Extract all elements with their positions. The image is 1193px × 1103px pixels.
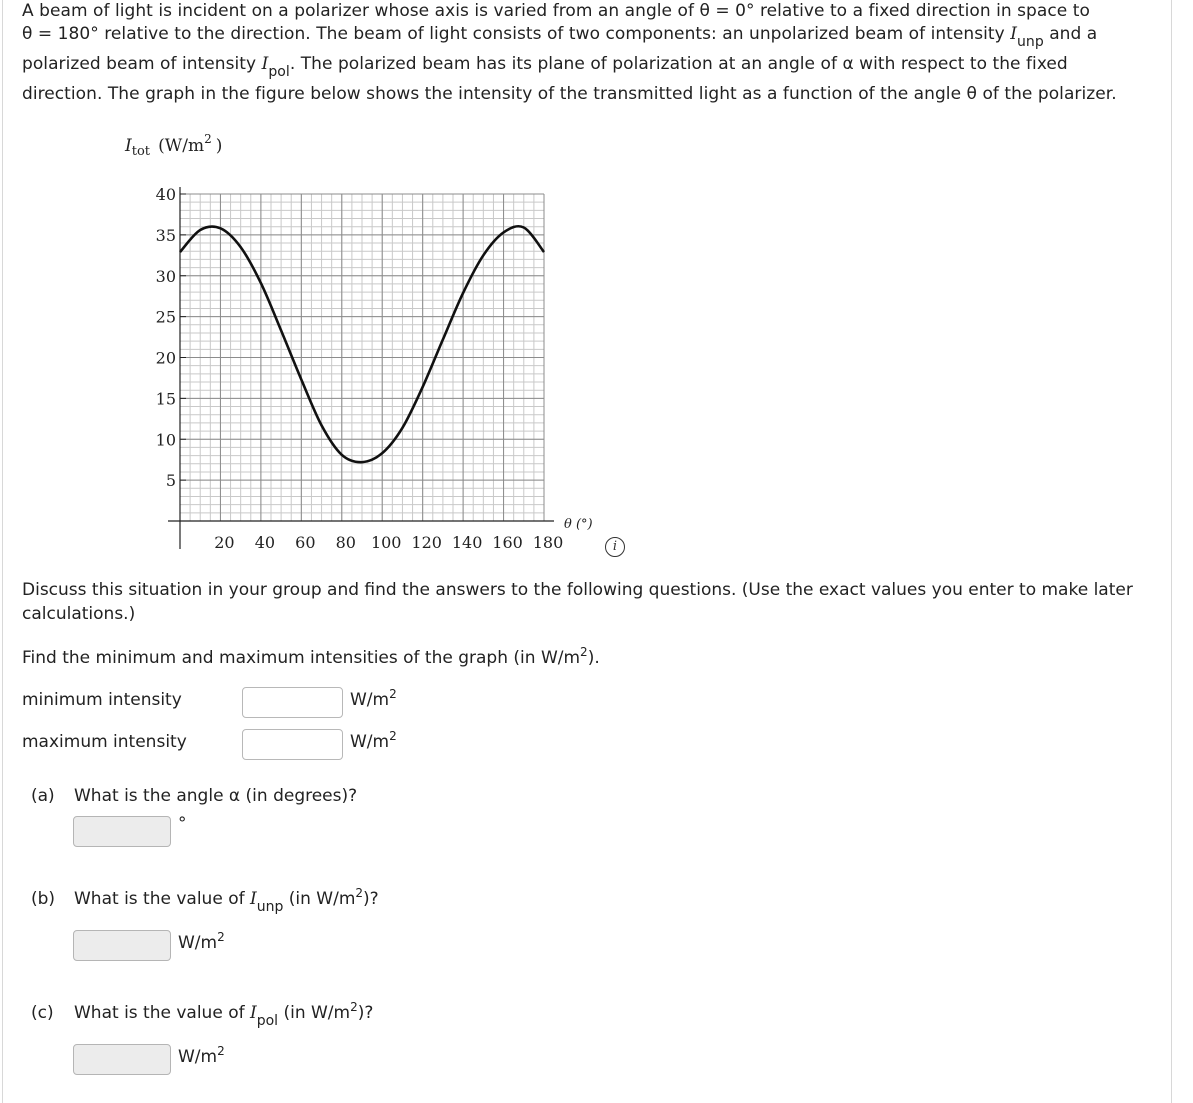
discuss-line-1: Discuss this situation in your group and find the answers to the following questions. (Use the exact values you enter to make later: [22, 580, 1133, 600]
problem-line-3: [22, 49, 1068, 79]
intensity-graph: [110, 125, 630, 565]
min-intensity-unit: [350, 687, 397, 710]
y-tick-label: 35: [155, 225, 176, 245]
subscript-unp: unp: [1016, 34, 1044, 50]
problem-line-2: [22, 19, 1097, 49]
unit-text: W/m: [350, 732, 390, 752]
part-c-q-unit: (in W/m: [278, 1003, 351, 1023]
discuss-line-2: calculations.): [22, 604, 136, 624]
problem-line-1: A beam of light is incident on a polarizer whose axis is varied from an angle of θ = 0° relative to a fixed direction in space to: [22, 1, 1090, 21]
x-tick-label: 20: [214, 533, 235, 552]
unit-text: W/m: [178, 933, 218, 953]
y-tick-label: 25: [155, 307, 176, 327]
find-instruction: [22, 645, 600, 668]
subscript-pol: pol: [268, 64, 290, 80]
find-text: Find the minimum and maximum intensities of the graph (in W/m: [22, 648, 581, 668]
info-icon[interactable]: i: [605, 537, 625, 557]
i-unp-input[interactable]: [73, 930, 171, 961]
problem-line-3-end: . The polarized beam has its plane of polarization at an angle of α with respect to the fixed: [289, 54, 1068, 74]
x-tick-label: 40: [254, 533, 276, 552]
min-intensity-input[interactable]: [242, 687, 343, 718]
part-b-unit: [178, 930, 225, 953]
y-tick-label: 40: [155, 185, 176, 204]
y-tick-label: 10: [155, 430, 176, 450]
x-tick-label: 120: [411, 533, 442, 552]
part-c-sub: pol: [256, 1013, 279, 1029]
chart-svg: [110, 125, 630, 565]
unit-sup: 2: [217, 930, 225, 944]
x-tick-label: 60: [295, 533, 316, 552]
y-tick-label: 20: [155, 348, 176, 368]
symbol-I-pol: I: [261, 54, 269, 74]
y-tick-label: 30: [155, 266, 176, 286]
problem-line-4: direction. The graph in the figure below shows the intensity of the transmitted light as a function of the angle θ of the polarizer.: [22, 84, 1117, 104]
y-tick-label: 15: [155, 389, 176, 409]
part-a-label: (a): [31, 786, 55, 806]
problem-line-2-text: θ = 180° relative to the direction. The beam of light consists of two components: an unpolarized beam of intensity: [22, 24, 1011, 44]
symbol-I-unp: I: [1010, 24, 1017, 44]
max-intensity-input[interactable]: [242, 729, 343, 760]
part-c-unit: [178, 1044, 225, 1067]
y-tick-label: 5: [165, 471, 176, 491]
part-c-question: [74, 1000, 374, 1029]
part-b-sup: 2: [355, 886, 364, 900]
part-a-question: What is the angle α (in degrees)?: [74, 786, 358, 806]
part-a-unit: °: [178, 814, 187, 834]
part-b-question: [74, 886, 379, 915]
x-tick-label: 100: [370, 533, 402, 552]
max-intensity-label: maximum intensity: [22, 732, 187, 752]
x-tick-label: 80: [335, 533, 356, 552]
unit-text: W/m: [178, 1047, 218, 1067]
x-axis-label: θ (°): [564, 517, 593, 532]
i-pol-input[interactable]: [73, 1044, 171, 1075]
problem-line-2-end: and a: [1043, 24, 1098, 44]
part-c-q-close: )?: [357, 1003, 374, 1023]
angle-alpha-input[interactable]: [73, 816, 171, 847]
part-c-sup: 2: [350, 1000, 358, 1014]
y-axis-label: $I_{tot}$ ($W/m^2$ ): [125, 132, 223, 159]
part-b-sub: unp: [256, 899, 284, 915]
x-tick-label: 180: [532, 533, 564, 552]
unit-sup: 2: [389, 729, 397, 743]
problem-line-3-text: polarized beam of intensity: [22, 54, 262, 74]
part-b-q-close: )?: [363, 889, 379, 909]
part-b-label: (b): [31, 889, 56, 909]
part-c-label: (c): [31, 1003, 54, 1023]
unit-text: W/m: [350, 690, 390, 710]
find-close: ).: [587, 648, 600, 668]
part-b-q-unit: (in W/m: [283, 889, 356, 909]
find-sup: 2: [580, 645, 588, 659]
min-intensity-label: minimum intensity: [22, 690, 182, 710]
max-intensity-unit: [350, 729, 397, 752]
part-b-symbol: I: [250, 889, 257, 909]
part-c-q-text: What is the value of: [74, 1003, 250, 1023]
unit-sup: 2: [389, 687, 397, 701]
x-tick-label: 140: [451, 533, 483, 552]
x-tick-label: 160: [492, 533, 523, 552]
part-b-q-text: What is the value of: [74, 889, 250, 909]
unit-sup: 2: [217, 1044, 225, 1058]
part-c-symbol: I: [250, 1003, 257, 1023]
